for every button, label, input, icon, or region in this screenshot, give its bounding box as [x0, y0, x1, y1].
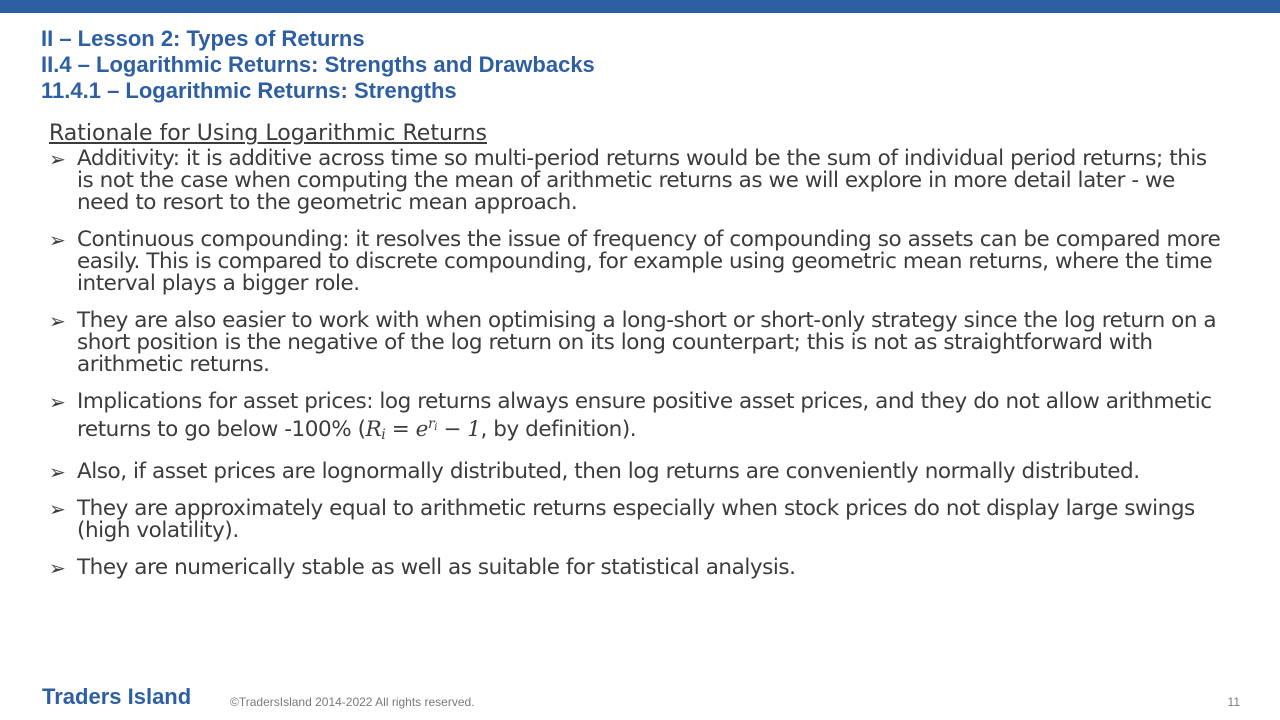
bullet-item — [49, 148, 1229, 214]
arrow-bullet-icon: ➢ — [49, 147, 66, 171]
arrow-bullet-icon: ➢ — [49, 309, 66, 333]
slide-number: 11 — [1227, 695, 1240, 709]
bullet-item — [49, 391, 1229, 446]
bullet-text-tail: , by definition). — [480, 417, 637, 442]
bullet-text: Additivity: it is additive across time so multi-period returns would be the sum of individual period returns; this is not the case when computing the mean of arithmetic returns as we will explore in more detail later - we need to resort to the geometric mean approach. — [77, 146, 1207, 215]
footer-copyright: ©TradersIsland 2014-2022 All rights reserved. — [230, 695, 475, 709]
bullet-item — [49, 461, 1229, 483]
bullet-item — [49, 498, 1229, 542]
arrow-bullet-icon: ➢ — [49, 390, 66, 414]
content-subtitle: Rationale for Using Logarithmic Returns — [49, 121, 487, 146]
footer-brand-logo: Traders Island — [42, 684, 192, 709]
subsection-title: 11.4.1 – Logarithmic Returns: Strengths — [41, 78, 457, 103]
arrow-bullet-icon: ➢ — [49, 556, 66, 580]
slide-content — [49, 120, 1229, 594]
arrow-bullet-icon: ➢ — [49, 497, 66, 521]
bullet-text: Implications for asset prices: log returns always ensure positive asset prices, and they do not allow arithmetic returns to go below -100% ( — [77, 389, 1212, 442]
arrow-bullet-icon: ➢ — [49, 228, 66, 252]
bullet-text: They are numerically stable as well as suitable for statistical analysis. — [77, 555, 796, 580]
bullet-item — [49, 229, 1229, 295]
bullet-item — [49, 557, 1229, 579]
bullet-text: They are approximately equal to arithmetic returns especially when stock prices do not display large swings (high volatility). — [77, 496, 1195, 543]
bullet-list — [49, 148, 1229, 579]
section-title: II.4 – Logarithmic Returns: Strengths and Drawbacks — [41, 52, 595, 77]
bullet-text: They are also easier to work with when optimising a long-short or short-only strategy since the log return on a short position is the negative of the log return on its long counterpart; this is not as straightforward with arithmetic returns. — [77, 308, 1217, 377]
bullet-item — [49, 310, 1229, 376]
return-formula: $R_i = e^{r_i} - 1$ — [365, 416, 481, 443]
lesson-title: II – Lesson 2: Types of Returns — [41, 26, 365, 51]
arrow-bullet-icon: ➢ — [49, 460, 66, 484]
bullet-text: Continuous compounding: it resolves the issue of frequency of compounding so assets can be compared more easily. This is compared to discrete compounding, for example using geometric mean returns, where the time interval plays a bigger role. — [77, 227, 1221, 296]
bullet-text: Also, if asset prices are lognormally distributed, then log returns are conveniently normally distributed. — [77, 459, 1140, 484]
top-accent-bar — [0, 0, 1280, 13]
slide-headings — [41, 26, 595, 104]
